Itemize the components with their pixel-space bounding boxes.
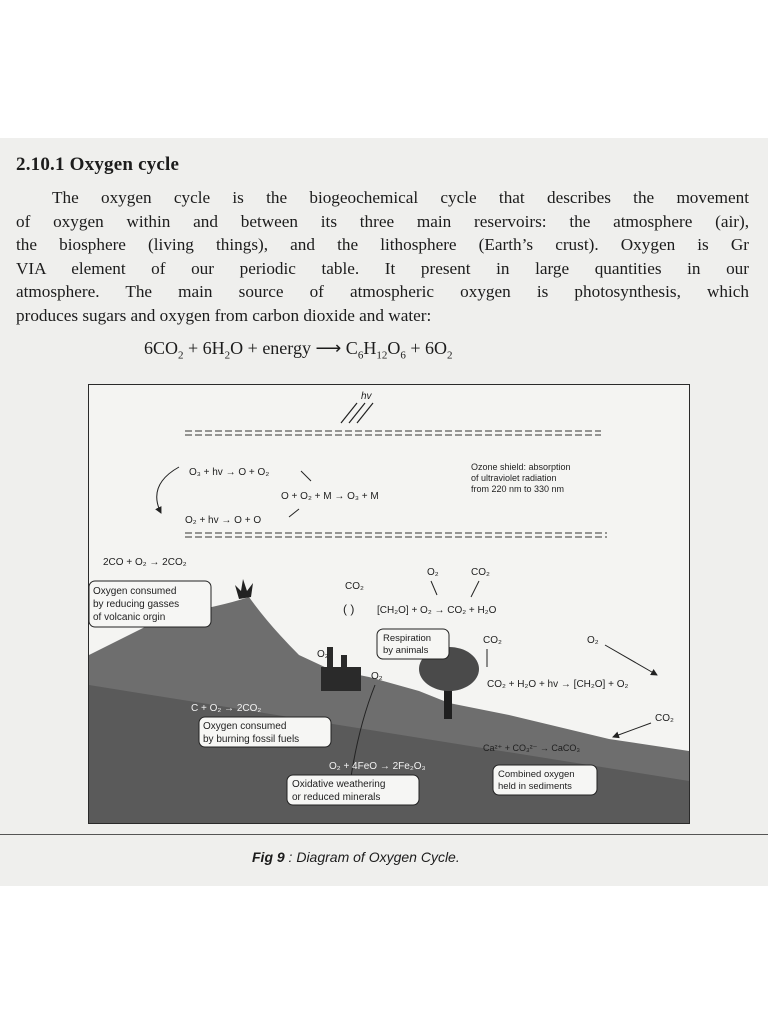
diagram-canvas [89,385,689,823]
paragraph-line: VIA element of our periodic table. It present in large quantities in our [16,258,749,278]
paragraph-line: of oxygen within and between its three main reservoirs: the atmosphere (air), [16,211,749,231]
body-paragraph [16,186,749,328]
eq-arrow: ⟶ [315,338,342,358]
eq-term: + 6O [405,338,447,358]
ozone-equation: O₂ + hv → O + O [185,515,262,526]
photosynthesis-equation-label: CO₂ + H₂O + hv → [CH₂O] + O₂ [487,679,629,690]
eq-subscript: 2 [178,349,184,362]
ozone-shield-note: from 220 nm to 330 nm [471,484,565,494]
volcano-plume-icon [235,579,253,599]
weathering-label: or reduced minerals [292,792,381,803]
flow-arrow [605,645,657,675]
sediment-label: held in sediments [498,781,572,792]
o2-label: O₂ [317,649,329,660]
reaction-arrow [289,509,299,517]
caption-divider [0,834,768,835]
factory-chimney [341,655,347,669]
cycle-arrow [157,467,179,513]
ray-line [357,403,373,423]
o2-label: O₂ [587,635,599,646]
figure-number: Fig 9 [252,849,285,865]
o2-label: O₂ [371,671,383,682]
section-heading: 2.10.1 Oxygen cycle [16,154,180,175]
co-oxidation-equation: 2CO + O₂ → 2CO₂ [103,557,187,568]
eq-term: O [387,338,401,358]
ray-line [341,403,357,423]
sediment-label: Combined oxygen [498,769,575,780]
co2-label: CO₂ [471,567,490,578]
eq-subscript: 6 [400,349,406,362]
textbook-page [0,138,768,886]
weathering-label: Oxidative weathering [292,779,386,790]
flow-arrow [613,723,651,737]
paragraph-line: atmosphere. The main source of atmospheric oxygen is photosynthesis, which [16,282,749,302]
ozone-shield-note: Ozone shield: absorption [471,462,571,472]
eq-subscript: 2 [446,349,453,362]
paragraph-line: The oxygen cycle is the biogeochemical cycle that describes the movement [52,188,749,207]
flow-arrow [471,581,479,597]
reaction-arrow [301,471,311,481]
volcanic-gas-label: by reducing gasses [93,599,180,610]
co2-label: CO₂ [345,581,364,592]
combustion-equation: C + O₂ → 2CO₂ [191,703,262,714]
eq-term: + 6H [183,338,225,358]
ozone-shield-note: of ultraviolet radiation [471,473,557,483]
eq-subscript: 12 [376,349,388,362]
oxygen-cycle-diagram [88,384,690,824]
respiration-label: by animals [383,645,429,656]
eq-subscript: 2 [224,349,231,362]
fossil-fuel-label: Oxygen consumed [203,721,287,732]
volcanic-gas-label: of volcanic orgin [93,612,166,623]
eq-subscript: 6 [357,349,364,362]
caption-text: : Diagram of Oxygen Cycle. [284,849,460,865]
eq-term: H [363,338,377,358]
carbonate-equation: Ca²⁺ + CO₃²⁻ → CaCO₃ [483,743,581,753]
o2-label: O₂ [427,567,439,578]
eq-term: C [341,338,358,358]
respiration-label: Respiration [383,633,432,644]
co2-label: CO₂ [655,713,674,724]
iron-oxidation-equation: O₂ + 4FeO → 2Fe₂O₃ [329,761,426,772]
ozone-equation: O + O₂ + M → O₃ + M [281,491,379,502]
bracket-glyph: ( ) [343,602,355,616]
flow-arrow [431,581,437,595]
ray-line [349,403,365,423]
hv-label: hv [361,391,372,402]
paragraph-line: the biosphere (living things), and the lithosphere (Earth’s crust). Oxygen is Gr [16,235,749,255]
eq-term: 6CO [144,338,179,358]
respiration-equation: [CH₂O] + O₂ → CO₂ + H₂O [377,605,497,616]
fossil-fuel-label: by burning fossil fuels [203,734,300,745]
factory-icon [321,667,361,691]
photosynthesis-equation [144,338,452,362]
volcanic-gas-label: Oxygen consumed [93,586,177,597]
ozone-equation: O₃ + hv → O + O₂ [189,467,270,478]
eq-term: O + energy [230,338,316,358]
figure-caption [252,849,460,865]
paragraph-line: produces sugars and oxygen from carbon dioxide and water: [16,305,432,325]
co2-label: CO₂ [483,635,502,646]
